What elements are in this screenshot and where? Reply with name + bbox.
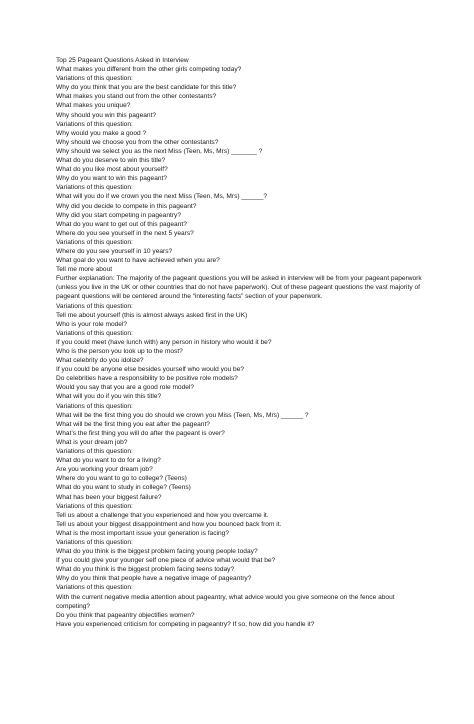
text-line: What will be the first thing you eat after the pageant? [56,420,210,428]
text-line: Tell us about your biggest disappointment and how you bounced back from it. [56,520,282,528]
text-line: What do you like most about yourself? [56,166,168,174]
text-line: Where do you see yourself in 10 years? [56,247,173,255]
text-line: Why should we choose you from the other contestants? [56,138,219,146]
text-line: What’s the first thing you will do after the pageant is over? [56,429,225,437]
text-line: Why should you win this pageant? [56,111,157,119]
text-line: Have you experienced criticism for competing in pageantry? If so, how did you handle it? [56,620,315,628]
text-line: Where do you want to go to college? (Teens) [56,475,187,483]
text-line: What will you do if we crown you the next Miss (Teen, Ms, Mrs) ______? [56,193,268,201]
text-line: Do you think that pageantry objectifies women? [56,611,195,619]
text-line: Variations of this question: [56,184,133,192]
text-line: Variations of this question: [56,402,133,410]
text-line: Variations of this question: [56,538,133,546]
text-line: Tell me about yourself (this is almost always asked first in the UK) [56,311,248,319]
text-line: What do you want to do for a living? [56,457,161,465]
text-line: Who is your role model? [56,320,128,328]
text-line: Variations of this question: [56,238,133,246]
text-line: Why did you decide to compete in this pageant? [56,202,197,210]
text-line: What do you deserve to win this title? [56,157,166,165]
text-line: Do celebrities have a responsibility to be positive role models? [56,375,238,383]
text-line: What makes you unique? [56,102,131,110]
text-line: What celebrity do you idolize? [56,357,144,365]
text-line: Variations of this question: [56,302,133,310]
text-line: What goal do you want to have achieved when you are? [56,257,220,265]
text-line: Variations of this question: [56,502,133,510]
text-line: What is your dream job? [56,438,128,446]
text-line: With the current negative media attention about pageantry, what advice would you give someone on the fence about competing? [56,593,395,610]
text-line: Variations of this question: [56,120,133,128]
text-line: Where do you see yourself in the next 5 years? [56,229,194,237]
text-line: Variations of this question: [56,584,133,592]
text-line: Why do you think that you are the best candidate for this title? [56,84,237,92]
text-line: Variations of this question: [56,448,133,456]
text-line: What will you do if you win this title? [56,393,162,401]
text-line: What do you think is the biggest problem facing young people today? [56,548,258,556]
text-line: What has been your biggest failure? [56,493,162,501]
text-line: Would you say that you are a good role model? [56,384,195,392]
text-line: What makes you different from the other girls competing today? [56,66,242,74]
text-line: Why do you want to win this pageant? [56,175,168,183]
text-line: If you could be anyone else besides yourself who would you be? [56,366,245,374]
text-line: What do you want to study in college? (Teens) [56,484,191,492]
text-line: Why did you start competing in pageantry? [56,211,181,219]
text-line: What is the most important issue your generation is facing? [56,529,229,537]
text-line: If you could give your younger self one piece of advice what would that be? [56,557,276,565]
text-line: What makes you stand out from the other contestants? [56,93,217,101]
document-body [56,56,424,629]
text-line: Why should we select you as the next Miss (Teen, Ms, Mrs) _______ ? [56,147,263,155]
text-line: Variations of this question: [56,329,133,337]
explanation-paragraph: Further explanation: The majority of the pageant questions you will be asked in interview will be from your pageant paperwork (unless you live in the UK or other countries that do not have paperwork). Out of these pageant questions the vast majority of pageant questions will be centered around the “interesting facts” section of your paperwork. [56,275,422,301]
text-line: What do you think is the biggest problem facing teens today? [56,566,235,574]
text-line: Tell us about a challenge that you experienced and how you overcame it. [56,511,269,519]
text-line: What will be the first thing you do should we crown you Miss (Teen, Ms, Mrs) ______ ? [56,411,309,419]
text-line: Are you working your dream job? [56,466,153,474]
text-line: Who is the person you look up to the most? [56,348,183,355]
document-title: Top 25 Pageant Questions Asked in Interview [56,57,189,64]
text-line: If you could meet (have lunch with) any person in history who would it be? [56,338,272,346]
text-line: What do you want to get out of this pageant? [56,220,187,228]
text-line: Why would you make a good ? [56,129,147,137]
text-line: Why do you think that people have a negative image of pageantry? [56,575,252,583]
text-line: Variations of this question: [56,75,133,83]
text-line: Tell me more about [56,266,113,274]
